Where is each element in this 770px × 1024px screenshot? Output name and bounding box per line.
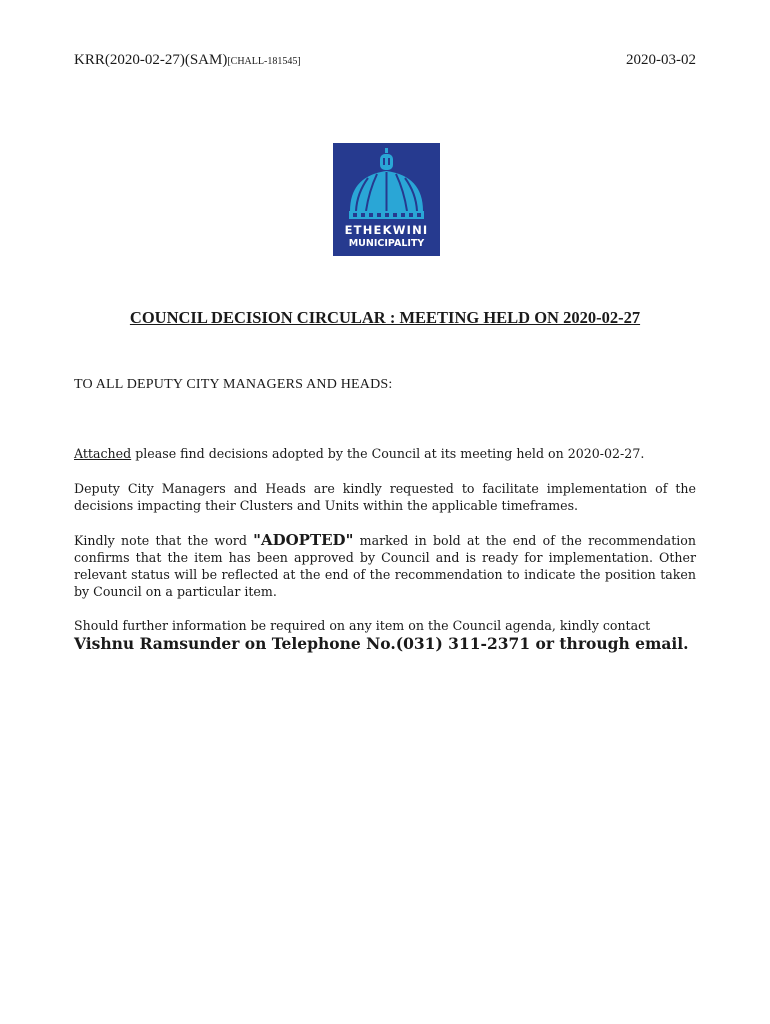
reference-sub-code: [CHALL-181545] bbox=[227, 56, 301, 67]
logo-line-1: ETHEKWINI bbox=[344, 223, 429, 237]
paragraph-attached-text: please find decisions adopted by the Council at its meeting held on 2020-02-27. bbox=[131, 446, 645, 461]
logo-line-2: MUNICIPALITY bbox=[348, 238, 425, 249]
city-hall-dome-icon bbox=[333, 143, 440, 256]
page-title: COUNCIL DECISION CIRCULAR : MEETING HELD ON 2020-02-27 bbox=[129, 308, 641, 327]
ethekwini-logo bbox=[333, 143, 440, 256]
paragraph-adopted-before: Kindly note that the word bbox=[74, 533, 254, 548]
adopted-keyword: "ADOPTED" bbox=[253, 531, 354, 549]
salutation: TO ALL DEPUTY CITY MANAGERS AND HEADS: bbox=[74, 377, 393, 392]
document-date: 2020-03-02 bbox=[626, 52, 696, 68]
reference-code: KRR(2020-02-27)(SAM) bbox=[74, 52, 228, 68]
paragraph-contact bbox=[74, 617, 696, 652]
contact-details: Vishnu Ramsunder on Telephone No.(031) 311-2371 or through email. bbox=[74, 634, 689, 653]
paragraph-adopted-after: marked in bold at the end of the recommendation confirms that the item has been approved by Council and is ready for implementation. Other relevant status will be reflected at the end of the recommendation to indicate the position taken by Council on a particular item. bbox=[74, 533, 696, 599]
paragraph-contact-text: Should further information be required on any item on the Council agenda, kindly contact bbox=[74, 618, 651, 633]
paragraph-attached bbox=[74, 445, 696, 462]
paragraph-adopted-note bbox=[74, 532, 696, 600]
paragraph-request: Deputy City Managers and Heads are kindly requested to facilitate implementation of the decisions impacting their Clusters and Units within the applicable timeframes. bbox=[74, 481, 696, 513]
document-reference bbox=[74, 52, 301, 69]
attached-word: Attached bbox=[74, 446, 132, 461]
